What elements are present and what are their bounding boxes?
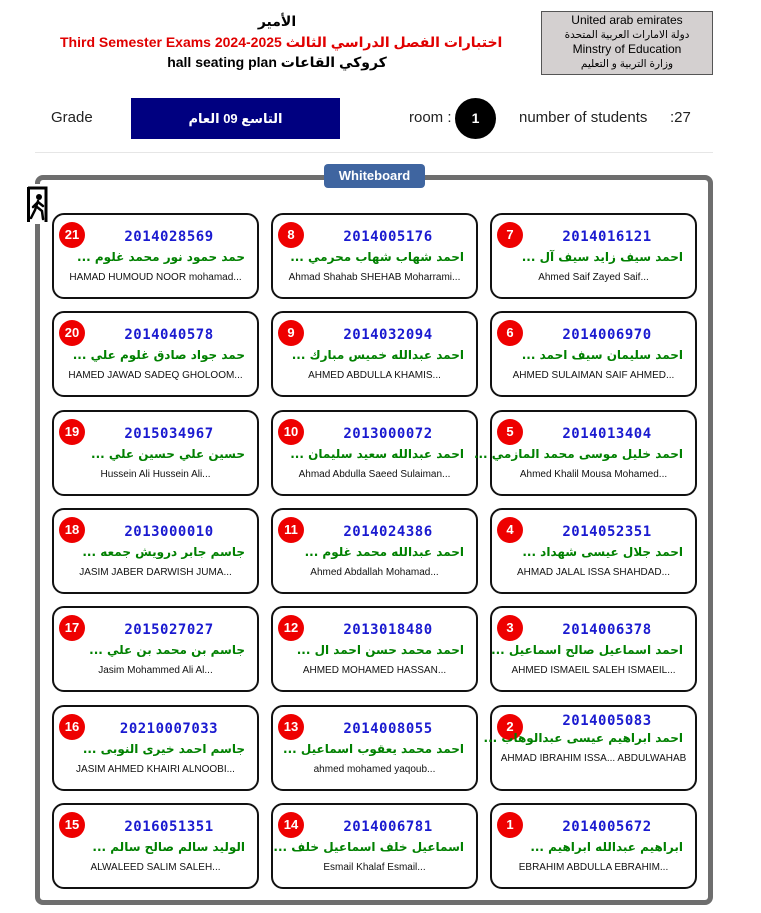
student-id: 2014005176 <box>343 229 433 245</box>
grade-value: التاسع 09 العام <box>131 98 340 139</box>
seat-card <box>52 410 259 496</box>
seat-number: 10 <box>278 419 304 445</box>
seat-number: 12 <box>278 615 304 641</box>
student-id: 2014006970 <box>562 327 652 343</box>
student-name-arabic: الوليد سالم صالح سالم ... <box>92 840 245 854</box>
ministry-line-1: United arab emirates <box>571 13 683 27</box>
seat-number: 8 <box>278 222 304 248</box>
seat-number: 1 <box>497 812 523 838</box>
student-id: 2014005672 <box>562 819 652 835</box>
student-id: 2015027027 <box>124 622 214 638</box>
student-id: 2014052351 <box>562 524 652 540</box>
room-number: 1 <box>455 98 496 139</box>
student-id: 2014028569 <box>124 229 214 245</box>
student-name-arabic: ابراهيم عبدالله ابراهيم ... <box>530 840 683 854</box>
student-name-english: AHMAD JALAL ISSA SHAHDAD... <box>516 567 670 578</box>
seat-card <box>271 705 478 791</box>
student-id: 2014016121 <box>562 229 652 245</box>
seat-number: 20 <box>59 320 85 346</box>
student-name-english: Ahmed Khalil Mousa Mohamed... <box>519 469 668 480</box>
seat-number: 19 <box>59 419 85 445</box>
student-name-arabic: احمد محمد حسن احمد ال ... <box>296 643 464 657</box>
student-name-arabic: اسماعيل خلف اسماعيل خلف ... <box>273 840 464 854</box>
student-name-arabic: احمد سليمان سيف احمد ... <box>521 348 683 362</box>
seat-number: 9 <box>278 320 304 346</box>
student-name-english: ahmed mohamed yaqoub... <box>313 764 436 775</box>
student-name-english: HAMAD HUMOUD NOOR mohamad... <box>69 272 242 283</box>
seat-card <box>52 213 259 299</box>
students-label: number of students <box>519 109 648 126</box>
student-id: 2014006781 <box>343 819 433 835</box>
seat-card <box>490 311 697 397</box>
seat-number: 5 <box>497 419 523 445</box>
student-name-arabic: جاسم بن محمد بن علي ... <box>89 643 245 657</box>
exam-title: Third Semester Exams 2024-2025 اختبارات الفصل الدراسي الثالث <box>60 34 503 50</box>
seat-number: 6 <box>497 320 523 346</box>
student-name-arabic: احمد سيف زايد سيف آل ... <box>521 250 683 264</box>
seat-card <box>271 803 478 889</box>
student-id: 2013000010 <box>124 524 214 540</box>
student-name-english: Jasim Mohammed Ali Al... <box>98 665 213 676</box>
seat-number: 11 <box>278 517 304 543</box>
student-name-english: Ahmad Abdulla Saeed Sulaiman... <box>298 469 451 480</box>
student-id: 2014024386 <box>343 524 433 540</box>
student-name-arabic: جاسم احمد خيرى النوبى ... <box>82 742 245 756</box>
student-id: 2014005083 <box>562 713 652 729</box>
seat-card <box>52 508 259 594</box>
student-name-english: JASIM AHMED KHAIRI ALNOOBI... <box>76 764 235 775</box>
seat-card <box>271 606 478 692</box>
ministry-line-2: دولة الامارات العربية المتحدة <box>564 29 690 41</box>
student-name-english: JASIM JABER DARWISH JUMA... <box>79 567 232 578</box>
student-id: 2013018480 <box>343 622 433 638</box>
student-id: 2014032094 <box>343 327 433 343</box>
seat-card <box>271 508 478 594</box>
student-name-english: AHMAD IBRAHIM ISSA... ABDULWAHAB <box>500 753 687 764</box>
seat-card <box>490 803 697 889</box>
seat-card <box>490 508 697 594</box>
student-name-arabic: حمد جواد صادق غلوم علي ... <box>72 348 245 362</box>
seat-card <box>490 606 697 692</box>
grade-label: Grade <box>51 109 93 126</box>
plan-title: hall seating plan كروكي القاعات <box>167 54 387 70</box>
student-name-english: Ahmed Abdallah Mohamad... <box>310 567 439 578</box>
student-name-english: Hussein Ali Hussein Ali... <box>100 469 211 480</box>
seat-number: 3 <box>497 615 523 641</box>
student-name-english: EBRAHIM ABDULLA EBRAHIM... <box>518 862 669 873</box>
seat-number: 2 <box>497 714 523 740</box>
student-id: 2014008055 <box>343 721 433 737</box>
room-label: room : <box>409 109 452 126</box>
student-id: 2015034967 <box>124 426 214 442</box>
student-name-arabic: احمد عبدالله محمد غلوم ... <box>304 545 464 559</box>
seat-card <box>52 803 259 889</box>
student-name-english: Ahmad Shahab SHEHAB Moharrami... <box>288 272 461 283</box>
student-name-english: HAMED JAWAD SADEQ GHOLOOM... <box>68 370 243 381</box>
student-name-english: Esmail Khalaf Esmail... <box>323 862 426 873</box>
seat-card <box>52 606 259 692</box>
student-name-arabic: احمد محمد يعقوب اسماعيل ... <box>283 742 464 756</box>
student-name-english: Ahmed Saif Zayed Saif... <box>538 272 649 283</box>
student-name-arabic: احمد اسماعيل صالح اسماعيل ... <box>491 643 683 657</box>
student-name-arabic: حسين علي حسين علي ... <box>91 447 245 461</box>
ministry-line-4: وزارة التربية و التعليم <box>580 58 674 70</box>
student-name-english: AHMED ISMAEIL SALEH ISMAEIL... <box>511 665 676 676</box>
seat-number: 15 <box>59 812 85 838</box>
student-name-arabic: احمد شهاب شهاب محرمي ... <box>290 250 464 264</box>
student-name-english: AHMED ABDULLA KHAMIS... <box>308 370 441 381</box>
school-name: الأمير <box>257 14 297 30</box>
student-name-english: AHMED MOHAMED HASSAN... <box>302 665 447 676</box>
seat-number: 14 <box>278 812 304 838</box>
seat-card <box>52 705 259 791</box>
divider <box>35 152 713 153</box>
seat-number: 7 <box>497 222 523 248</box>
ministry-box <box>541 11 713 75</box>
student-id: 2016051351 <box>124 819 214 835</box>
student-name-english: AHMED SULAIMAN SAIF AHMED... <box>512 370 675 381</box>
seat-number: 4 <box>497 517 523 543</box>
seat-number: 18 <box>59 517 85 543</box>
student-name-arabic: احمد عبدالله خميس مبارك ... <box>291 348 464 362</box>
student-name-arabic: احمد عبدالله سعيد سليمان ... <box>290 447 464 461</box>
students-count: :27 <box>670 109 691 126</box>
seat-card <box>490 213 697 299</box>
student-name-arabic: احمد ابراهيم عيسى عبدالوهاب ... <box>483 731 683 745</box>
student-name-english: ALWALEED SALIM SALEH... <box>90 862 221 873</box>
ministry-line-3: Minstry of Education <box>572 42 682 56</box>
student-id: 20210007033 <box>119 721 219 737</box>
student-name-arabic: احمد جلال عيسى شهداد ... <box>522 545 683 559</box>
student-name-arabic: حمد حمود نور محمد غلوم ... <box>77 250 245 264</box>
student-id: 2014013404 <box>562 426 652 442</box>
seat-number: 13 <box>278 714 304 740</box>
page-header <box>60 12 503 72</box>
student-id: 2014006378 <box>562 622 652 638</box>
seat-card <box>52 311 259 397</box>
student-name-arabic: جاسم جابر درويش جمعه ... <box>82 545 245 559</box>
seat-card <box>483 705 697 791</box>
student-id: 2014040578 <box>124 327 214 343</box>
whiteboard-label: Whiteboard <box>324 164 425 188</box>
seat-card <box>473 410 697 496</box>
info-row <box>0 98 761 140</box>
student-id: 2013000072 <box>343 426 433 442</box>
student-name-arabic: احمد خليل موسى محمد المازمي ... <box>473 447 683 461</box>
seat-number: 17 <box>59 615 85 641</box>
seat-card <box>271 410 478 496</box>
seat-number: 16 <box>59 714 85 740</box>
seat-card <box>271 213 478 299</box>
exit-door-icon <box>24 184 54 224</box>
seat-card <box>271 311 478 397</box>
seat-number: 21 <box>59 222 85 248</box>
